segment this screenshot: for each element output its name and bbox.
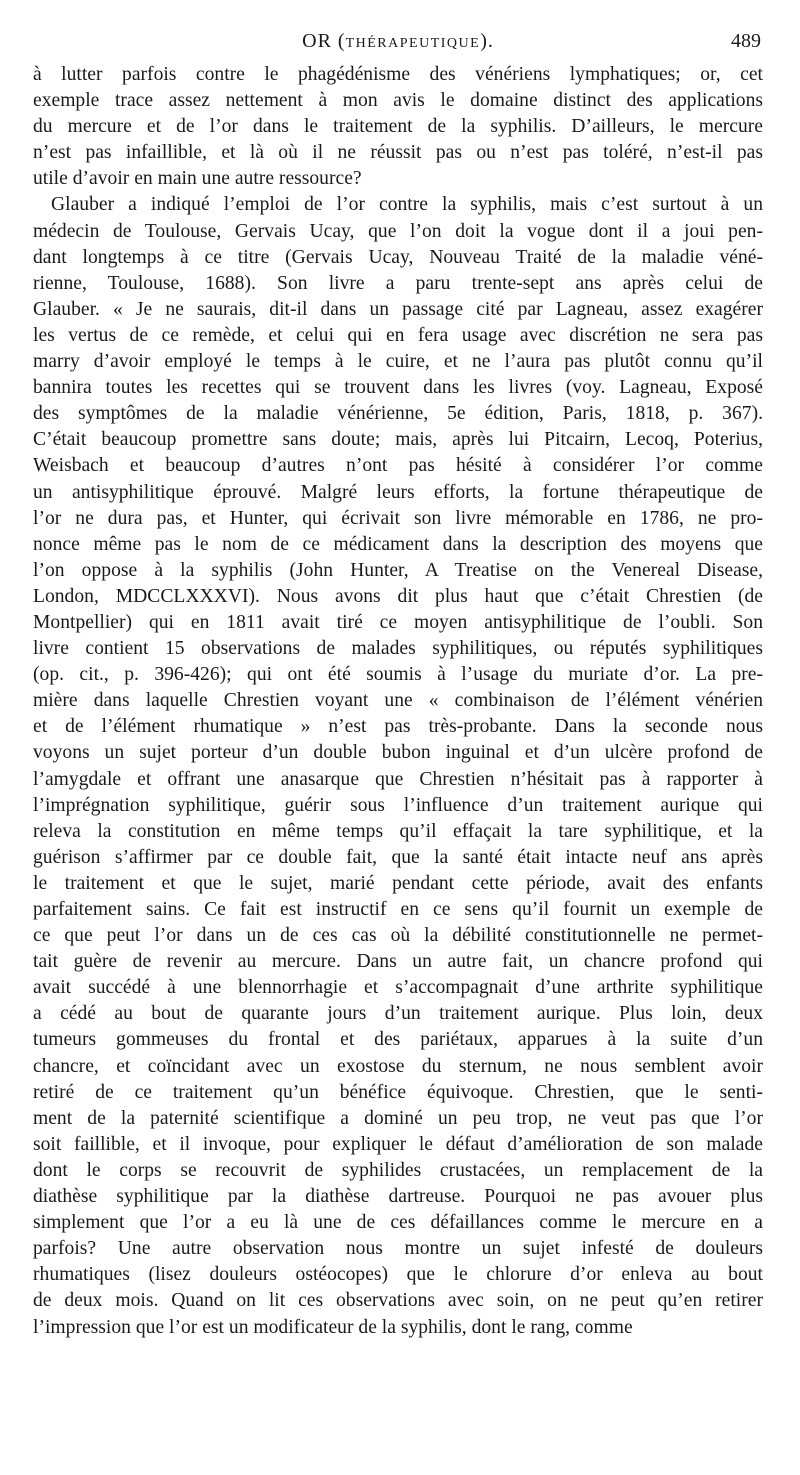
body-text [33, 62, 763, 1341]
header-title-smallcaps: THÉRAPEUTIQUE [345, 36, 481, 51]
text-line: utile d’avoir en main une autre ressource? [33, 168, 362, 190]
text-line: voyons un sujet porteur d’un double bubon inguinal et d’un ulcère profond de [33, 742, 763, 764]
text-line: tumeurs gommeuses du frontal et des pariétaux, apparues à la suite d’un [33, 1029, 763, 1051]
text-line: soit faillible, et il invoque, pour expliquer le défaut d’amélioration de son malade [33, 1133, 763, 1155]
text-line: parfois? Une autre observation nous montre un sujet infesté de douleurs [33, 1238, 763, 1260]
text-line: Glauber. « Je ne saurais, dit-il dans un passage cité par Lagneau, assez exagérer [33, 298, 763, 320]
text-line: London, MDCCLXXXVI). Nous avons dit plus haut que c’était Chrestien (de [33, 585, 763, 607]
text-line: parfaitement sains. Ce fait est instructif en ce sens qu’il fournit un exemple de [33, 899, 763, 920]
text-line: bannira toutes les recettes qui se trouvent dans les livres (voy. Lagneau, Exposé [33, 377, 763, 399]
header-title-end: ). [480, 30, 494, 52]
text-line: Weisbach et beaucoup d’autres n’ont pas hésité à considérer l’or comme [33, 455, 763, 477]
text-line: rhumatiques (lisez douleurs ostéocopes) que le chlorure d’or enleva au bout [33, 1264, 763, 1286]
text-line: dant longtemps à ce titre (Gervais Ucay, Nouveau Traité de la maladie véné- [33, 246, 763, 268]
text-line: Montpellier) qui en 1811 avait tiré ce moyen antisyphilitique de l’oubli. Son [33, 611, 763, 633]
text-line: de deux mois. Quand on lit ces observations avec soin, on ne peut qu’en retirer [33, 1290, 763, 1312]
text-line: avait succédé à une blennorrhagie et s’accompagnait d’une arthrite syphilitique [33, 977, 763, 999]
text-line: à lutter parfois contre le phagédénisme des vénériens lymphatiques; or, cet [33, 64, 763, 85]
text-line: marry d’avoir employé le temps à le cuire, et ne l’aura pas plutôt connu qu’il [33, 351, 763, 373]
header-title [33, 30, 763, 53]
text-line: retiré de ce traitement qu’un bénéfice équivoque. Chrestien, que le senti- [33, 1081, 763, 1103]
text-line: les vertus de ce remède, et celui qui en fera usage avec discrétion ne sera pas [33, 324, 763, 346]
text-line: (op. cit., p. 396-426); qui ont été soumis à l’usage du muriate d’or. La pre- [33, 664, 763, 686]
text-line: releva la constitution en même temps qu’il effaçait la tare syphilitique, et la [33, 820, 763, 842]
text-line: ce que peut l’or dans un de ces cas où la débilité constitutionnelle ne permet- [33, 925, 763, 947]
text-line: un antisyphilitique éprouvé. Malgré leurs efforts, la fortune thérapeutique de [33, 481, 763, 503]
text-line: et de l’élément rhumatique » n’est pas très-probante. Dans la seconde nous [33, 716, 763, 738]
text-line: guérison s’affirmer par ce double fait, que la santé était intacte neuf ans après [33, 846, 763, 868]
text-line: l’imprégnation syphilitique, guérir sous l’influence d’un traitement aurique qui [33, 794, 763, 816]
text-line: des symptômes de la maladie vénérienne, 5e édition, Paris, 1818, p. 367). [33, 403, 763, 425]
text-line: tait guère de revenir au mercure. Dans un autre fait, un chancre profond qui [33, 951, 763, 973]
text-line: exemple trace assez nettement à mon avis le domaine distinct des applications [33, 90, 763, 112]
text-line: l’impression que l’or est un modificateur de la syphilis, dont le rang, comme [33, 1316, 633, 1338]
text-line: l’or ne dura pas, et Hunter, qui écrivait son livre mémorable en 1786, ne pro- [33, 507, 763, 529]
text-line: rienne, Toulouse, 1688). Son livre a paru trente-sept ans après celui de [33, 272, 763, 294]
page-number: 489 [731, 30, 761, 52]
text-line: l’amygdale et offrant une anasarque que Chrestien n’hésitait pas à rapporter à [33, 768, 763, 790]
text-line: a cédé au bout de quarante jours d’un traitement aurique. Plus loin, deux [33, 1003, 763, 1025]
text-line: simplement que l’or a eu là une de ces défaillances comme le mercure en a [33, 1212, 763, 1234]
text-line: ment de la paternité scientifique a dominé un peu trop, ne veut pas que l’or [33, 1107, 763, 1129]
header-title-main: OR ( [302, 30, 346, 52]
text-line: le traitement et que le sujet, marié pendant cette période, avait des enfants [33, 872, 763, 894]
text-line: l’on oppose à la syphilis (John Hunter, A Treatise on the Venereal Disease, [33, 559, 763, 581]
text-line: diathèse syphilitique par la diathèse dartreuse. Pourquoi ne pas avouer plus [33, 1186, 763, 1208]
text-line: du mercure et de l’or dans le traitement de la syphilis. D’ailleurs, le mercure [33, 116, 763, 138]
text-line: médecin de Toulouse, Gervais Ucay, que l’on doit la vogue dont il a joui pen- [33, 220, 763, 242]
text-line: nonce même pas le nom de ce médicament dans la description des moyens que [33, 533, 763, 555]
text-line: mière dans laquelle Chrestien voyant une « combinaison de l’élément vénérien [33, 690, 763, 712]
text-line: C’était beaucoup promettre sans doute; mais, après lui Pitcairn, Lecoq, Poterius, [33, 429, 763, 451]
text-line: dont le corps se recouvrit de syphilides crustacées, un remplacement de la [33, 1159, 763, 1181]
text-line: chancre, et coïncidant avec un exostose du sternum, ne nous semblent avoir [33, 1055, 763, 1077]
text-line: n’est pas infaillible, et là où il ne réussit pas ou n’est pas toléré, n’est-il pas [33, 142, 763, 164]
text-line: Glauber a indiqué l’emploi de l’or contre la syphilis, mais c’est surtout à un [51, 194, 763, 216]
running-header [33, 26, 763, 60]
text-line: livre contient 15 observations de malades syphilitiques, ou réputés syphilitiques [33, 638, 763, 660]
